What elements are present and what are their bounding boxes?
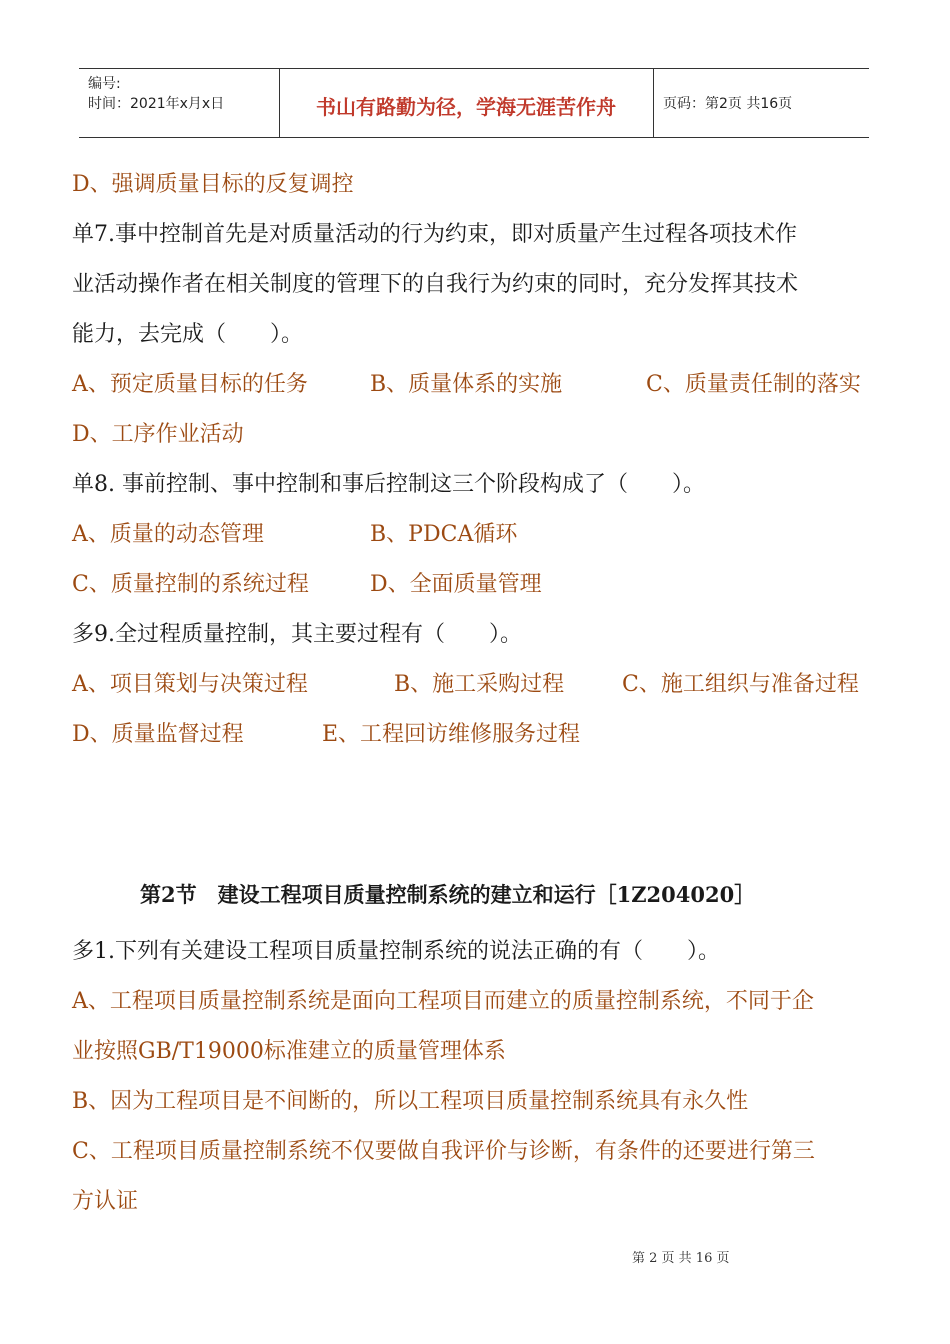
q7-option-a: A、预定质量目标的任务	[72, 372, 308, 397]
s2-q1-option-c-line-1: C、工程项目质量控制系统不仅要做自我评价与诊断，有条件的还要进行第三	[72, 1139, 815, 1164]
page-footer: 第 2 页 共 16 页	[632, 1251, 730, 1266]
section-title: 第2节 建设工程项目质量控制系统的建立和运行［1Z204020］	[140, 882, 756, 907]
s2-q1-option-a-line-1: A、工程项目质量控制系统是面向工程项目而建立的质量控制系统，不同于企	[72, 989, 814, 1014]
s2-q1-option-b: B、因为工程项目是不间断的，所以工程项目质量控制系统具有永久性	[72, 1089, 749, 1114]
q9-option-a: A、项目策划与决策过程	[72, 672, 308, 697]
q9-option-b: B、施工采购过程	[394, 672, 565, 697]
q7-option-b: B、质量体系的实施	[370, 372, 563, 397]
q9-option-c: C、施工组织与准备过程	[622, 672, 859, 697]
q8-stem: 单8. 事前控制、事中控制和事后控制这三个阶段构成了（ ）。	[72, 472, 705, 497]
q8-option-b: B、PDCA循环	[370, 522, 518, 547]
q8-options-row-1	[72, 520, 882, 550]
q6-option-d: D、强调质量目标的反复调控	[72, 172, 354, 197]
q8-options-row-2	[72, 570, 882, 600]
q8-option-c: C、质量控制的系统过程	[72, 572, 309, 597]
header-meta-cell	[79, 69, 280, 137]
q9-options-row-1	[72, 670, 882, 700]
time-label: 时间：2021年x月x日	[88, 96, 225, 112]
s2-q1-option-a-line-2: 业按照GB/T19000标准建立的质量管理体系	[72, 1039, 506, 1064]
q7-stem-line-1: 单7.事中控制首先是对质量活动的行为约束，即对质量产生过程各项技术作	[72, 222, 797, 247]
q7-stem-line-2: 业活动操作者在相关制度的管理下的自我行为约束的同时，充分发挥其技术	[72, 272, 799, 297]
page-code: 页码：第2页 共16页	[663, 96, 793, 112]
s2-q1-stem: 多1.下列有关建设工程项目质量控制系统的说法正确的有（ ）。	[72, 939, 720, 964]
q7-options-row	[72, 370, 882, 400]
q9-options-row-2	[72, 720, 882, 750]
q7-option-c: C、质量责任制的落实	[646, 372, 861, 397]
q7-option-d: D、工序作业活动	[72, 422, 244, 447]
q7-stem-line-3: 能力，去完成（ ）。	[72, 322, 304, 347]
q9-option-e: E、工程回访维修服务过程	[322, 722, 581, 747]
q9-option-d: D、质量监督过程	[72, 722, 244, 747]
q8-option-d: D、全面质量管理	[370, 572, 542, 597]
motto: 书山有路勤为径，学海无涯苦作舟	[316, 95, 616, 119]
page-header	[79, 68, 869, 138]
number-label: 编号:	[88, 76, 121, 92]
header-motto-cell	[279, 69, 654, 137]
s2-q1-option-c-line-2: 方认证	[72, 1189, 139, 1214]
q9-stem: 多9.全过程质量控制，其主要过程有（ ）。	[72, 622, 522, 647]
header-page-cell	[653, 69, 869, 137]
q8-option-a: A、质量的动态管理	[72, 522, 264, 547]
